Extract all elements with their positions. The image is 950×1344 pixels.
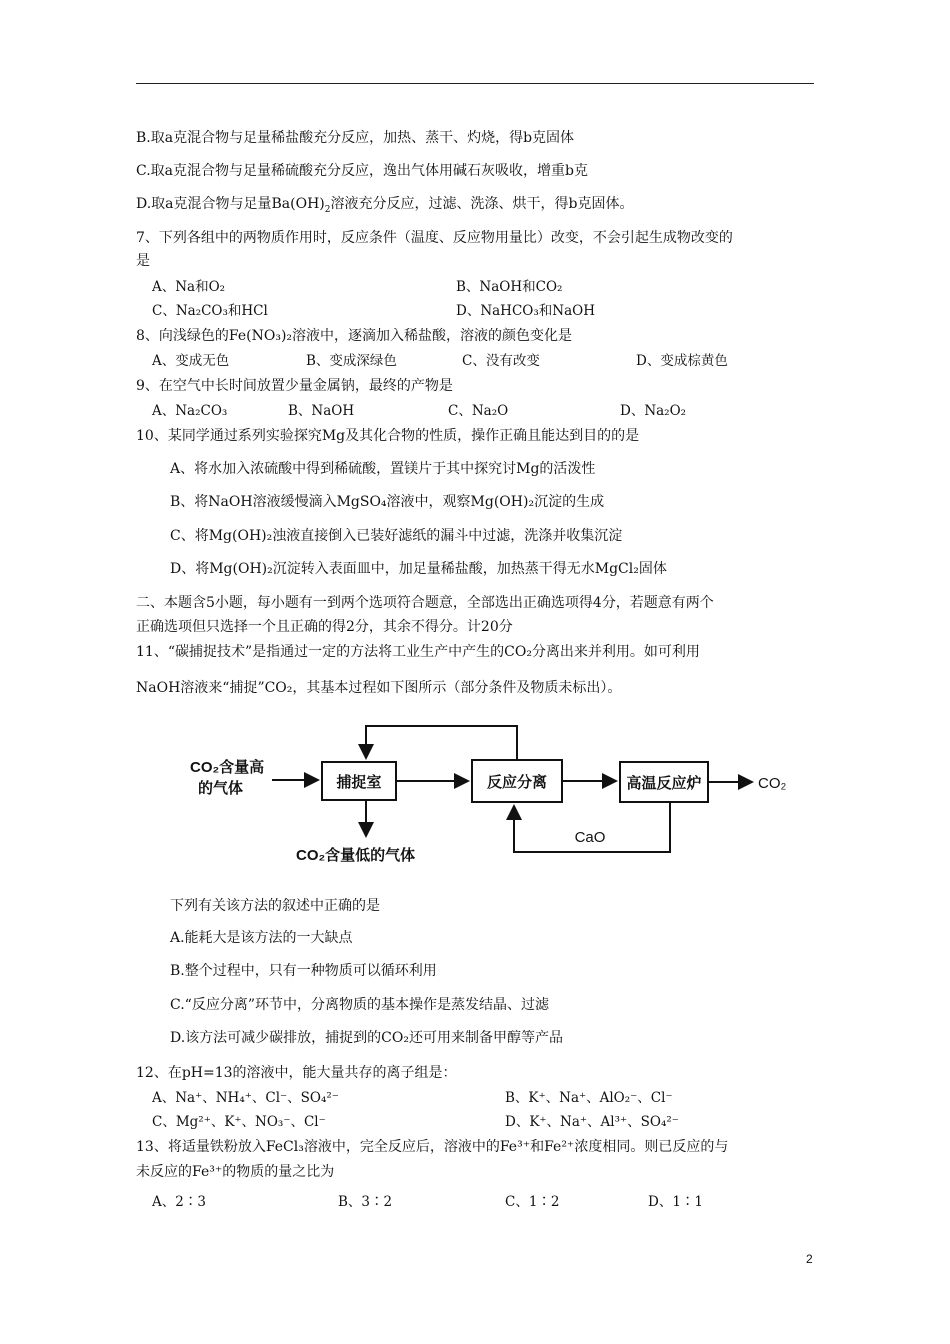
input-gas-label-line1: CO₂含量高 <box>190 759 265 776</box>
q9-option-c: C、Na₂O <box>448 403 509 419</box>
co2-output-label: CO₂ <box>758 775 787 792</box>
carbon-capture-flow-diagram <box>180 712 840 872</box>
q9-option-d: D、Na₂O₂ <box>620 403 687 419</box>
q8-option-c: C、没有改变 <box>462 353 540 369</box>
cao-label: CaO <box>574 829 606 846</box>
q10-option-a: A、将水加入浓硫酸中得到稀硫酸，置镁片于其中探究讨Mg的活泼性 <box>170 461 596 477</box>
q7-option-a: A、Na和O₂ <box>152 279 226 295</box>
q11-option-c: C.“反应分离”环节中，分离物质的基本操作是蒸发结晶、过滤 <box>170 997 549 1013</box>
input-gas-label-line2: 的气体 <box>198 780 244 797</box>
q7-stem-line2: 是 <box>136 253 150 269</box>
q13-option-b: B、3∶2 <box>338 1194 393 1210</box>
q10-option-d: D、将Mg(OH)₂沉淀转入表面皿中，加足量稀盐酸，加热蒸干得无水MgCl₂固体 <box>170 561 667 577</box>
q10-option-b: B、将NaOH溶液缓慢滴入MgSO₄溶液中，观察Mg(OH)₂沉淀的生成 <box>170 494 605 510</box>
q13-option-d: D、1∶1 <box>648 1194 704 1210</box>
page-number: 2 <box>806 1252 813 1266</box>
q11-option-a: A.能耗大是该方法的一大缺点 <box>170 930 353 946</box>
q6-option-c: C.取a克混合物与足量稀硫酸充分反应，逸出气体用碱石灰吸收，增重b克 <box>136 163 588 179</box>
q13-option-a: A、2∶3 <box>152 1194 206 1210</box>
q7-stem-line1: 7、下列各组中的两物质作用时，反应条件（温度、反应物用量比）改变，不会引起生成物改变的 <box>136 230 733 246</box>
low-co2-gas-label: CO₂含量低的气体 <box>296 847 416 864</box>
q7-option-b: B、NaOH和CO₂ <box>456 279 563 295</box>
q8-stem: 8、向浅绿色的Fe(NO₃)₂溶液中，逐滴加入稀盐酸，溶液的颜色变化是 <box>136 328 573 344</box>
section2-line1: 二、本题含5小题，每小题有一到两个选项符合题意，全部选出正确选项得4分，若题意有两个 <box>136 595 714 611</box>
q9-option-a: A、Na₂CO₃ <box>152 403 228 419</box>
q9-stem: 9、在空气中长时间放置少量金属钠，最终的产物是 <box>136 378 453 394</box>
q8-option-b: B、变成深绿色 <box>306 353 397 369</box>
q12-option-d: D、K⁺、Na⁺、Al³⁺、SO₄²⁻ <box>505 1114 679 1130</box>
q6-option-d: D.取a克混合物与足量$Ba(OH)_2$溶液充分反应，过滤、洗涤、烘干，得b克固体。 <box>136 196 634 215</box>
section2-line2: 正确选项但只选择一个且正确的得2分，其余不得分。计20分 <box>136 619 513 635</box>
q12-stem: 12、在pH=13的溶液中，能大量共存的离子组是： <box>136 1065 457 1081</box>
q12-option-b: B、K⁺、Na⁺、AlO₂⁻、Cl⁻ <box>505 1090 673 1106</box>
q11-prompt: 下列有关该方法的叙述中正确的是 <box>170 898 380 914</box>
q11-option-d: D.该方法可减少碳排放，捕捉到的CO₂还可用来制备甲醇等产品 <box>170 1030 563 1046</box>
capture-chamber-label: 捕捉室 <box>336 774 382 791</box>
q6-option-b: B.取a克混合物与足量稀盐酸充分反应，加热、蒸干、灼烧，得b克固体 <box>136 130 575 146</box>
q8-option-d: D、变成棕黄色 <box>636 353 728 369</box>
q13-stem-line1: 13、将适量铁粉放入FeCl₃溶液中，完全反应后，溶液中的Fe³⁺和Fe²⁺浓度相同。则已反应的与 <box>136 1139 729 1155</box>
q10-option-c: C、将Mg(OH)₂浊液直接倒入已装好滤纸的漏斗中过滤，洗涤并收集沉淀 <box>170 528 623 544</box>
q11-stem-line1: 11、“碳捕捉技术”是指通过一定的方法将工业生产中产生的CO₂分离出来并利用。如可利用 <box>136 644 700 660</box>
q13-stem-line2: 未反应的Fe³⁺的物质的量之比为 <box>136 1164 335 1180</box>
q7-option-d: D、NaHCO₃和NaOH <box>456 303 595 319</box>
q11-option-b: B.整个过程中，只有一种物质可以循环利用 <box>170 963 437 979</box>
reaction-separation-label: 反应分离 <box>486 774 548 791</box>
q8-option-a: A、变成无色 <box>152 353 230 369</box>
q12-option-c: C、Mg²⁺、K⁺、NO₃⁻、Cl⁻ <box>152 1114 326 1130</box>
q11-stem-line2: NaOH溶液来“捕捉”CO₂，其基本过程如下图所示（部分条件及物质未标出）。 <box>136 680 622 696</box>
header-rule <box>136 83 814 84</box>
q13-option-c: C、1∶2 <box>505 1194 560 1210</box>
q10-stem: 10、某同学通过系列实验探究Mg及其化合物的性质，操作正确且能达到目的的是 <box>136 428 640 444</box>
recycle-loop-top <box>366 726 517 760</box>
q9-option-b: B、NaOH <box>288 403 355 419</box>
q7-option-c: C、Na₂CO₃和HCl <box>152 303 268 319</box>
high-temp-furnace-label: 高温反应炉 <box>626 775 702 792</box>
q12-option-a: A、Na⁺、NH₄⁺、Cl⁻、SO₄²⁻ <box>152 1090 339 1106</box>
